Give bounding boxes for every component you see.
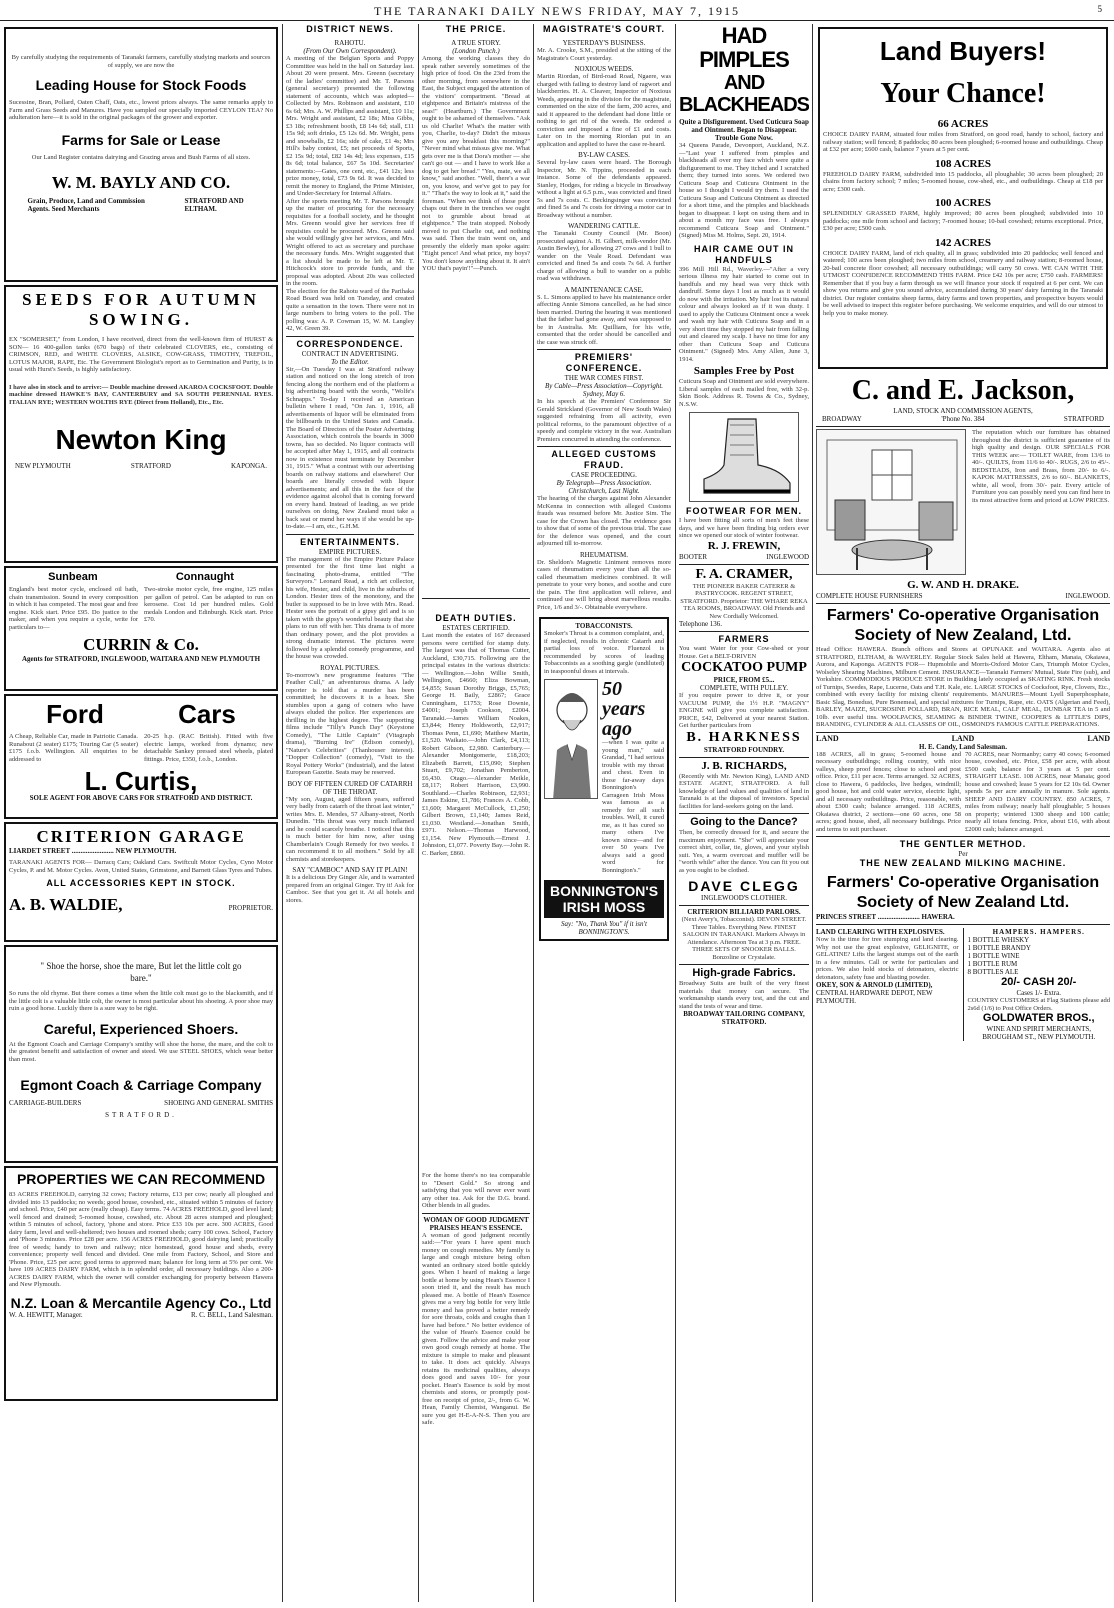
cockatoo-complete: COMPLETE, WITH PULLEY. [699, 684, 789, 692]
footwear-body: I have been fitting all sorts of men's feet these days, and we have been finding big orders ever since we opened our stock of winter footwear. [679, 517, 809, 539]
nz-loan-salesman: R. C. BELL, Land Salesman. [190, 1310, 273, 1319]
royal-heading: ROYAL PICTURES. [320, 663, 380, 672]
land-buyers-title: Land Buyers! [879, 36, 1047, 66]
seeds-stock: I have also in stock and to arrive:— Double machine dressed AKAROA COCKSFOOT. Double machine dressed HAWKE'S BAY, CANTERBURY and SA SOUTH PERENNIAL RYES. ITALIAN RYE; WESTERN WOLTHS RYE (Direct from Holland), Etc., Etc. [9, 383, 273, 406]
bonnington-say: Say: "No, Thank You" if it isn't BONNINGTON'S. [561, 920, 647, 936]
newton-place: STRATFORD [130, 462, 171, 470]
column-divider [812, 24, 813, 1602]
premiers-sub: THE WAR COMES FIRST. [564, 374, 644, 382]
rheumatism-heading: RHEUMATISM. [579, 550, 629, 559]
death-duties-body: Last month the estates of 167 deceased persons were certified for stamp duty. The largest was that of Thomas Cutter, Auckland, £30,715. Following are the principal estates in the various districts:— Wellington.—John Willie Smith, Wellington, £4660; Eliza Bowman, £4,855; Susan Dorothy Briggs, £5,765; George H. Baily, £2867; Grace Cunningham, £1753; Rose Downie, £4001; Joseph Cookson, £2004. Taranaki.—James William Noakes, £3,844; Henry Holdsworth, £2,917; Thomas Penn, £1,690; Matthew Martin, £1,520. Waikato.—John Clark, £4,113; Robert Gibson, £2,980. Canterbury.—Alexander Montgomerie, £18,203; Elizabeth Barrett, £15,090; Stephen Stuart, £9,702; Jonathan Pemberton, £6,430. Otago.—Alexander Meikle, £8,117; Robert Harrison, £3,990. Southland.—Charles Robinson, £2,931; James Eskine, £1,786; Frances A. Cobb, £1,600; Margaret McCullock, £1,250; Gilbert Brown, £1,140; James Reid, £1,030. Westland.—Jonathan Smith, £971. Nelson.—Thomas Harwood, £1,154. New Plymouth.—Ernest J. Johnston, £1,077. Poverty Bay.—John R. C. Barker, £860. [422, 632, 530, 857]
curtis-sub: SOLE AGENT FOR ABOVE CARS FOR STRATFORD AND DISTRICT. [29, 794, 253, 802]
grandad-portrait-icon [545, 680, 598, 799]
court-intro: Mr. A. Crooke, S.M., presided at the sitting of the Magistrate's Court yesterday. [537, 47, 671, 62]
nz-loan-ad [4, 1166, 278, 1401]
hampers-title: HAMPERS. HAMPERS. [992, 928, 1085, 936]
customs-from: By Telegraph—Press Association. Christchurch, Last Night. [556, 479, 652, 495]
frewin-name: R. J. FREWIN, [707, 539, 781, 552]
highgrade-body: Broadway Suits are built of the very finest materials that money can secure. The workmanship stands every test, and the cut and stand the tests of wear and time. [679, 980, 809, 1010]
column-4 [537, 24, 671, 1602]
customs-body: The hearing of the charges against John Alexander McKenna in connection with alleged Customs frauds was resumed before Mr. Justice Sim. The case for the Crown has closed. The evidence goes to show that of some of the previous trial. The case for the defence was opened, and the court adjourned till to-morrow. [537, 495, 671, 547]
tobacconists-heading: TOBACCONISTS. [575, 622, 633, 630]
column-6 [816, 24, 1110, 1602]
drake-name: G. W. AND H. DRAKE. [907, 579, 1019, 591]
desert-gold-note: For the home there's no tea comparable to "Desert Gold." So strong and satisfying that you will never ever want any other tea. Ask for the D.G. brand. Other blends in all grades. [422, 1172, 530, 1209]
properties-body: 83 ACRES FREEHOLD, carrying 32 cows; Factory returns, £13 per cow; nearly all ploughed and divided into 13 paddocks; no weeds; good house, cowshed, etc., situated within 5 minutes of factory and school. Price, £40 per acre (really cheap). Easy terms. 74 ACRES FREEHOLD, good level land; well fenced and drained; 5-roomed house, cowshed, etc. About 28 acres stumped and ploughed; within 5 minutes of school, factory, 'phone and store. Price £33 10s per acre. 300 ACRES, Good dairy farm, level and well-sheltered; two houses and roomed sheds; carry 100 cows. School, Factory and 'Phone 3 minutes. Price £28 per acre. 156 ACRES FREEHOLD, good dairying land; practically free of weeds; handy to town and railway; nice homestead, good house and sheds, every convenience; property well fenced and divided. One mile from Factory, School, and Store and 'Phone. Price, £25 per acre; good terms to approved man; balance for long term at 5% per cent. We have 109 ACRES DAIRY FARM, which is in splendid order, all necessary buildings. Also a 200-ACRES DAIRY FARM, which the owner will consider exchanging for property between Hawera and New Plymouth. [9, 1191, 273, 1288]
furnished-room-illustration [816, 429, 966, 575]
bonnington-banner: BONNINGTON'S IRISH MOSS [544, 880, 664, 918]
clearing-body: Now is the time for tree stumping and land clearing. Why not use the great explosive, GELIGNITE, or GELATINE? Lifts the largest stumps out of the earth in a few minutes. Call or write for particulars and prices. We also hold stocks of detonators, electric detonators, safety fuse and blasting powder. [816, 936, 959, 981]
hamper-cases: Cases 1/- Extra. [1016, 989, 1061, 997]
hamper-item: 8 BOTTLES ALE [967, 968, 1019, 976]
column-2 [286, 24, 414, 1602]
nz-loan-name: N.Z. Loan & Mercantile Agency Co., Ltd [10, 1294, 272, 1311]
properties-title: PROPERTIES WE CAN RECOMMEND [16, 1171, 266, 1187]
boy-heading: BOY OF FIFTEEN CURED OF CATARRH OF THE THROAT. [287, 779, 413, 796]
waldie-role: PROPRIETOR. [228, 904, 273, 912]
seeds-body: EX "SOMERSET," from London, I have received, direct from the well-known firm of HURST & SON— 16 400-gallon tanks (670 bags) of their celebrated CLOVERS, etc., consisting of CRIMSON, RED, and WHITE CLOVERS, ALSIKE, COW-GRASS, TIMOTHY, TREFOIL, LOTUS MAJOR, RAPE, Etc. The Government Biologist's report as to Germination and Purity, is in usual with Hurst's Seeds, is highly satisfactory. [9, 336, 273, 373]
ford-title: Ford [46, 699, 104, 729]
grandad-portrait-illustration [544, 679, 598, 799]
samples-title: Samples Free by Post [693, 365, 795, 377]
newton-king-ad [4, 285, 278, 563]
billiard-body: (Next Avery's, Tobacconist). DEVON STREET. Three Tables. Everything New. FINEST SALOON IN TARANAKI. Markers Always in Attendance. Afternoon Tea at 3 p.m. FREE. THREE SETS OF SNOOKER BALLS. Bonzoline or Crystalate. [681, 916, 807, 961]
column-5 [679, 24, 809, 1602]
premiers-heading: PREMIERS' CONFERENCE. [565, 352, 643, 373]
milking-machine: THE NEW ZEALAND MILKING MACHINE. [859, 858, 1067, 868]
dance-body: Then, be correctly dressed for it, and secure the maximum enjoyment. "She" will appreciate your correct shirt, collar, tie, gloves, and your stylish suit. Yes, a warm overcoat and muffler will be "worth while" after the dance. You can fit you out as you ought to be clothed. [679, 829, 809, 874]
hamper-price: 20/- CASH 20/- [1001, 976, 1077, 988]
jackson-sub: LAND, STOCK AND COMMISSION AGENTS, [893, 407, 1033, 415]
price-source: (London Punch.) [452, 47, 500, 55]
jackson-land-ad [818, 27, 1108, 369]
broadway-tailoring: BROADWAY TAILORING COMPANY, STRATFORD. [683, 1010, 805, 1026]
farmers-coop-body: Head Office: HAWERA. Branch offices and Stores at OPUNAKE and WAITARA. Agents also at STRATFORD, ELTHAM, & WAVERLEY. Regular Stock Sales held at Hawera, Eltham, Manaia, Okaiawa, Aurora, and Kaponga. AGENTS FOR— Hupmobile and Morris-Oxford Motor Cars, Triumph Motor Cycles, Wolseley Shearing Machines, Milburn Cement. INSURANCE—Taranaki Farmers' Mutual, State Fire (sub), and Yorkshire. COMMODIOUS PRODUCE STORE in Building lately occupied as SKATING RINK. Fresh stocks of Turnips, Swedes, Rape, Lucerne, Oats and T.H. Kale, etc. LARGE STOCKS of Cocksfoot, Rye, Clovers, Etc., combined with every facility for mixing clients' requirements. MANURES—Mount Lyell Superphosphate, Basic Slag, Bonedust, Pure Bonemeal, and special mixtures for Turnips, Rape, etc. OATS (Algerian and Feed), BARLEY, MAIZE, SUCROSINE POLLARD, BRAN, RICE MEAL, CALF MEAL, DUNBAR TEA in 5 and 10lb. ever useful tins. WOOLPACKS, SEAMING & BINDER TWINE, COOPER'S & LITTLE'S DIPS, BRANDING, CYLINDER & ALL CLASSES OF OIL, OSMOND'S FAMOUS CATTLE PREPARATIONS. [816, 646, 1110, 728]
egmont-left: CARRIAGE-BUILDERS [9, 1099, 82, 1107]
royal-body: To-morrow's new programme features "The Feather Cull," an adventurous drama. A lady reporter is told that a murder has been committed; he discovers it is a hoax. She stumbles upon a gang of coiners who have always eluded the police. Her experiences are thrilling in the highest degree. The supporting films include "Tilly's Punch Day" (Keystone Comedy), "The Little Captain" (Vitagraph drama), "Burning Ire" (Edison comedy), "Nature's Celebrities" (Thanhouser interest). "Dopper Collection" (comedy), "Visit to the Royal Pottery Works" (industrial), and the latest European Gazette. Seats may be reserved. [286, 671, 414, 776]
farmers-coop-title: Farmers' Co-operative Organisation Society of New Zealand, Ltd. [826, 607, 1100, 644]
bayly-name: W. M. BAYLY AND CO. [51, 173, 231, 192]
criterion-body: TARANAKI AGENTS FOR— Darracq Cars; Oakland Cars. Swiftcult Motor Cycles, Cyno Motor Cycles, P. and M. Motor Cycles. Avon, United States, Grimstone, and Barnett Glass Tyres and Tubes. [9, 859, 273, 874]
camboc-body: It is a delicious Dry Ginger Ale, and is warranted prepared from an original Ginger. Try it! Ask for Camboc. See that you get it. At all hotels and stores. [286, 874, 414, 904]
masthead-title: THE TARANAKI DAILY NEWS FRIDAY, MAY 7, 1915 [374, 4, 740, 18]
ford-ad [4, 694, 278, 819]
harkness-sub: STRATFORD FOUNDRY. [703, 745, 785, 754]
your-chance-title: Your Chance! [880, 78, 1046, 109]
premiers-from: By Cable—Press Association—Copyright. Sydney, May 6. [544, 382, 664, 398]
acres-108-title: 108 ACRES [935, 157, 991, 170]
highgrade-title: High-grade Fabrics. [692, 967, 796, 979]
accessories-line: ALL ACCESSORIES KEPT IN STOCK. [46, 878, 236, 888]
hamper-item: 1 BOTTLE RUM [967, 960, 1018, 968]
fifty-years-caption: —when I was quite a young man," said Grandad, "I had serious trouble with my throat and chest. Even in those far-away days Bonnington's Carrageen Irish Moss was famous as a remedy for all such troubles. Well, it cured me, as it has cured so many others I've known since—and for over 50 years I've always said a good word for Bonnington's." [602, 739, 664, 874]
acres-100-title: 100 ACRES [935, 197, 991, 209]
camboc-heading: SAY "CAMBOC" AND SAY IT PLAIN! [292, 866, 408, 874]
careful-title: Careful, Experienced Shoers. [43, 1020, 239, 1037]
candy-left: 188 ACRES, all in grass; 5-roomed house and necessary outbuildings; rolling country, with nice valleys, sheep proof fences; close to school and post office. Price, £11 per acre. Terms arranged. 32 ACRES, close to Hawera, 6 paddocks, live hedges, windmill; good house, hot and cold water service, electric light, and all necessary outbuildings. Price, reasonable, with about £300 cash; balance arranged. 118 ACRES, Okaiawa district, 2 sections—one 60 acres, one 58 acres; good house, shed, all necessary buildings. Price and terms to suit purchaser. [816, 750, 961, 833]
pimples-sub: Quite a Disfigurement. Used Cuticura Soap and Ointment. Began to Disappear. Trouble Gone Now. [679, 118, 809, 142]
district-news-heading: DISTRICT NEWS. [306, 24, 394, 34]
wandering-heading: WANDERING CATTLE. [568, 222, 640, 230]
noxious-heading: NOXIOUS WEEDS. [574, 65, 634, 73]
acres-142-body: CHOICE DAIRY FARM, land of rich quality, all in grass; subdivided into 20 paddocks; well fenced and watered; 100 acres been ploughed; two miles from school, creamery and railway station; 8-roomed house, 20-bail concrete floor cowshed; all necessary outbuildings; will carry 50 cows. WE CAN WITH THE UTMOST CONFIDENCE RECOMMEND THIS FARM. Price £42 10s per acre; £750 cash. FARMERS! Remember that if you buy a farm through us we will finance your stock if required at 6 per cent. We can show you returns and give you sound advice, accumulated during 30 years' dairy farming in the Taranaki district. Our register contains sheep farms, dairy farms and town properties, and prospective buyers would be well advised to inspect this register before purchasing. We welcome enquiries, and will do our utmost to help you to make money. [823, 249, 1103, 317]
masthead-rule [0, 20, 1114, 21]
goldwater-sub: WINE AND SPIRIT MERCHANTS, [986, 1025, 1091, 1033]
hamper-item: 1 BOTTLE BRANDY [967, 944, 1031, 952]
hamper-item: 1 BOTTLE WINE [967, 952, 1020, 960]
noxious-body: Martin Riordan, of Bird-road Road, Ngaere, was charged with failing to destroy land of ragwort and blackberries. H. A. Cleaver, Inspector of Noxious Weeds, appearing in the division for the magistrate, commented on the size of the farm, 200 acres, and said it appeared to the defendant had done little or nothing to get rid of the weeds. He ordered a conviction and imposed a fine of £1 and costs. Later on in the morning Riordan put in an application and applied to have the case re-heard. [537, 73, 671, 148]
candy-right: 70 ACRES, near Normanby; carry 40 cows; 6-roomed house, cowshed, etc. Price, £58 per acre, with about £500 cash; balance for 3 years at 5 per cent. STRAIGHT LEASE. 108 ACRES, near Manaia; good house and cowshed; lease 5 years for £2 10s 6d. Owner spends 5s per acre annually in manure. Sole agents. SHEEP AND DAIRY COUNTRY. 850 ACRES, 7 miles from railway; nearly half ploughable; 5 houses on property; wintered 1300 sheep and 100 cattle; nearly all totara fencing. Price, about £16, with about £2000 cash; balance arranged. [965, 750, 1110, 833]
land-right: LAND [1087, 733, 1110, 743]
drake-place: INGLEWOOD. [1065, 592, 1110, 600]
customs-sub: CASE PROCEEDING. [571, 471, 637, 479]
correspondence-heading: CORRESPONDENCE. [296, 338, 404, 349]
egmont-right: SHOEING AND GENERAL SMITHS [164, 1099, 273, 1107]
currin-agents: Agents for STRATFORD, INGLEWOOD, WAITARA AND NEW PLYMOUTH [21, 655, 261, 663]
gentler-per: Per [958, 850, 968, 858]
acres-108-body: FREEHOLD DAIRY FARM, subdivided into 15 paddocks, all ploughable; 30 acres been ploughed; 20 chains from factory school; 7 miles; 5-roomed house, cow-shed, etc., and outbuildings. Cheap at £18 per acre; £300 cash. [823, 170, 1103, 193]
waldie-name: A. B. WALDIE, [9, 895, 123, 914]
column-1 [2, 24, 280, 1602]
cramer-telephone: Telephone 136. [679, 620, 723, 628]
criterion-title: CRITERION GARAGE [36, 827, 246, 846]
farmers-body: You want Water for your Cow-shed or your House. Get a BELT-DRIVEN [679, 645, 809, 660]
frewin-role: BOOTER [679, 552, 707, 561]
column-divider [675, 24, 676, 1602]
newton-king-name: Newton King [55, 424, 227, 455]
district-from: (From Our Own Correspondent). [303, 47, 397, 55]
hean-body: A woman of good judgment recently said:—"For years I have spent much money on cough remedies. My family is large and cough mixture being often wanted an ordinary sized bottle quickly goes. When I heard of making a large bottle at home by using Hean's Essence I soon tried it, and the result has much pleased me. A bottle of Hean's Essence gives me a very big bottle for very little money and has proved a better remedy for sore throats, colds and coughs than I have had before." No better evidence of the value of Hean's Essence could be given. Follow the advice and make your own good cough remedy at home. The mixture is simple to make and pleasant to take. It does act quickly. Always retains its medicinal qualities, always does good and saves 10/- for your pocket. Hean's Essence is sold by most chemists and stores, or promptly post-free on receipt of price, 2/-, from G. W. Hean, Family Chemist, Wanganui. Be sure you get H-E-A-N-S. Then you are safe. [422, 1231, 530, 1426]
bayly-intro: By carefully studying the requirements of Taranaki farmers, carefully studying markets and sources of supply, we are now the [11, 54, 271, 69]
leading-house-body: Sucessine, Bran, Pollard, Oaten Chaff, Oats, etc., lowest prices always. The same remarks apply to Farm and Grass Seeds and Manures. Have you sampled our specially imported CEYLON TEA? No adulteration here—it is sold in the original packages of the grower and exporter. [9, 99, 273, 121]
richards-body: (Recently with Mr. Newton King), LAND AND ESTATE AGENT, STRATFORD. A full knowledge of land values and qualities of land in Taranaki is at the disposal of investors. Special facilities for land-seekers going on the land. [679, 772, 809, 810]
newton-place: NEW PLYMOUTH [15, 462, 71, 470]
clearing-title: LAND CLEARING WITH EXPLOSIVES. [816, 928, 945, 936]
connaught-body: Two-stroke motor cycle, free engine, 125 miles per gallon of petrol. Can be adapted to run on kerosene. Cost 1d per hundred miles. Gold medals London and Edinburgh. Kick start. Price £70. [144, 586, 273, 623]
blackheads-title: AND BLACKHEADS [679, 72, 809, 116]
column-divider [282, 24, 283, 1602]
egmont-name: Egmont Coach & Carriage Company [20, 1077, 262, 1093]
bayly-services: Grain, Produce, Land and Commission Agents. Seed Merchants [27, 197, 145, 213]
farmers-coop-title-2: Farmers' Co-operative Organisation Society of New Zealand Ltd. [826, 874, 1100, 911]
connaught-title: Connaught [175, 571, 234, 583]
bylaw-heading: BY-LAW CASES. [578, 151, 630, 159]
shoe-body: So runs the old rhyme. But there comes a time when the little colt must go to the blacksmith, and if the little colt is a valuable little colt, the owner is most particular about his shoeing. A poor shoe may ruin a good horse. Luckily there is a sure way to be right. [9, 990, 273, 1012]
bonnington-ad [539, 617, 669, 941]
boy-body: "My son, August, aged fifteen years, suffered very badly from catarrh of the throat last winter," writes Mrs. E. Mendes, 57 Albany-street, North Dunedin. "His throat was very much inflamed and he could scarcely breathe. I noticed that this is much better for him now, after using Chamberlain's Cough Remedy for two weeks. I can recommend it to all mothers." Sold by all chemists and storekeepers. [286, 795, 414, 863]
bayly-ad [4, 27, 278, 282]
rheumatism-body: Dr. Sheldon's Magnetic Liniment removes more cases of rheumatism every year than all the so-called rheumatism medicines combined. It will penetrate to your very bones, and soothe and cure the pain. The first application will relieve, and continued use will bring about marvellous results. Price, 1/6 and 3/-. Obtainable everywhere. [537, 558, 671, 611]
cockatoo-price: PRICE, FROM £5... [713, 676, 775, 684]
column-3 [422, 24, 530, 1602]
billiard-title: CRITERION BILLIARD PARLORS. [687, 908, 801, 916]
careful-body: At the Egmont Coach and Carriage Company's smithy will shoe the horse, the mare, and the colt to the greatest benefit and satisfaction of owner and steed. We use STEEL SHOES, which wear better than most. [9, 1040, 273, 1063]
entertainments-heading: ENTERTAINMENTS. [300, 536, 400, 547]
customs-heading: ALLEGED CUSTOMS FRAUD. [551, 449, 657, 470]
currin-ad [4, 566, 278, 691]
cockatoo-title: COCKATOO PUMP [681, 660, 807, 675]
correspondence-to: To the Editor. [331, 357, 369, 366]
column-divider [533, 24, 534, 1602]
cockatoo-body: If you require power to drive it, or your VACUUM PUMP, the 1½ H.P. "MAGNY" ENGINE will give you complete satisfaction. PRICE, £42, Delivered at your nearest Station. Get further particulars from [679, 692, 809, 729]
jackson-street: BROADWAY [822, 415, 862, 423]
candy-name: H. E. Candy, Land Salesman. [919, 742, 1007, 751]
correspondence-sub: CONTRACT IN ADVERTISING. [301, 349, 399, 358]
furnished-room-icon [817, 430, 966, 575]
clegg-name: DAVE CLEGG [688, 878, 800, 894]
land-center: LAND [951, 733, 975, 743]
death-duties-sub: ESTATES CERTIFIED. [442, 624, 510, 632]
ford-left-body: A Cheap, Reliable Car, made in Patriotic Canada. Runabout (2 seater) £175; Touring Car (5 seater) £175 f.o.b. Wellington. All enquiries to be addressed to [9, 733, 138, 763]
hean-heading: WOMAN OF GOOD JUDGMENT PRAISES HEAN'S ESSENCE. [423, 1215, 529, 1232]
drake-body: The reputation which our furniture has obtained throughout the district is sufficient guarantee of its high quality and design. OUR SPECIALS FOR THIS WEEK are:— TOILET WARE, from 13/6 to 40/-. QUILTS, from 11/6 to 40/-. RUGS, 2/6 to 45/-. BEDSTEADS, Iron and Brass, from 20/- to 6/-. KAPOK MATTRESSES, 2/6 to 60/-. BLANKETS, white, all wool, from 30/- pair. Every article of Furniture you can possibly need you can find here in its most attractive form and priced at LOW PRICES. [972, 429, 1110, 504]
maintenance-heading: A MAINTENANCE CASE. [564, 285, 644, 294]
empire-body: The management of the Empire Picture Palace presented for the first time last night a fascinating photo-drama, entitled "The Surveyors." Leonard Read, a rich art collector, his wife, Hester, and child, live in the suburbs of London. Hester tires of the monotony, and the butler is supposed to be in love with Mrs. Read. Hester sees the portrait of a gipsy girl and is so taken with the gipsy's wonderful beauty that she plans to run off with her. This drama is of more than ordinary power, and the plot provides a strong dramatic interest. The pictures were followed by a splendid comedy programme, and the house was crowded. [286, 555, 414, 660]
death-duties-heading: DEATH DUTIES. [435, 613, 517, 623]
court-sub: YESTERDAY'S BUSINESS. [562, 39, 646, 47]
gentler-method: THE GENTLER METHOD. [899, 839, 1027, 849]
pimples-body: 34 Queens Parade, Devonport, Auckland, N.Z.—"Last year I suffered from pimples and blackheads all over my face which were quite a disfigurement to me. They itched and I scratched them; they turned into sores. We ordered two Cuticura Soap and Cuticura Ointment in the house so I thought I would try them. I used the Cuticura Soap and Cuticura Ointment as directed for a short time, and the pimples and blackheads began to disappear. I kept on using them and in about a month my face was free. I always recommend Cuticura Soap and Ointment." (Signed) Miss M. Holms, Sept. 20, 1914. [679, 142, 809, 239]
acres-66-body: CHOICE DAIRY FARM, situated four miles from Stratford, on good road, handy to school, factory and railway station; well fenced; 8 paddocks; 80 acres been ploughed; 6-roomed house and outbuildings. Cheap at £32 per acre; £600 cash, balance 7 years at 5 per cent. [823, 131, 1103, 153]
boot-illustration [689, 412, 799, 502]
frewin-place: INGLEWOOD [766, 552, 809, 561]
seeds-title: SEEDS FOR AUTUMN SOWING. [22, 290, 260, 329]
district-sub: RAHOTU. [334, 39, 366, 47]
hamper-item: 1 BOTTLE WHISKY [967, 936, 1030, 944]
premiers-body: In his speech at the Premiers' Conference Sir Gerald Strickland (Governor of New South Wales) suggested refraining from all activity, even political reforms, to the paramount objective of a speedy and complete victory in the war. Australian Premiers concurred in attending the conference. [537, 398, 671, 443]
cramer-body: THE PIONEER BAKER CATERER & PASTRYCOOK. REGENT STREET, STRATFORD. Proprietor: THE WHARE REKA TEA ROOMS, BROADWAY. Old Friends and New Cordially Welcomed. [680, 582, 808, 620]
farms-body: Our Land Register contains dairying and Grazing areas and Bush Farms of all sizes. [31, 153, 251, 161]
jackson-phone: 'Phone No. 384 [941, 415, 985, 423]
acres-66-title: 66 ACRES [937, 118, 989, 130]
country-customers: COUNTRY CUSTOMERS at Flag Stations please add 2s6d (1/6) to Post Office Orders. [967, 997, 1110, 1012]
shoe-quote: " Shoe the horse, shoe the mare, But let the little colt go bare." [40, 961, 242, 983]
district-body-1: A meeting of the Belgian Sports and Poppy Committee was held in the hall on Saturday last. About 20 were present. Mrs. Greenn (secretary of the ladies' committee) and Mr. T. Parsons (general secretary) presented the following statement of accounts, which was adopted—Collected by Mrs. Robinson and assistant, £10 6s 6d; Mrs. A. W. Phillips and assistant, £10 11s; Mrs. Wright and assistant, £2 18s; Miss Gibbs, £3 18s; refreshment booth, £8 14s 6d; stall, £11 15s 9d; soft drinks, £5 12s 6d. Mr. Wright, pens and snowballs, £2 16s; side of cake, £1 4s; Mrs Hill's baby contest, £5; net proceeds of Sports, £2 15s 9d; total, £82 14s 4d; less expenses, £15 8s 6d; total balance, £67 5s 10d. Secretaries' statements:—Gates, one cent, etc., £41 12s; less prize money, total, £73 9s 6d. It was decided to remit the money to England, the Prime Minister, and Under-Secretary for Internal Affairs. [286, 55, 414, 197]
correspondence-body: Sir,—On Tuesday I was at Stratford railway station and noticed on the long stretch of iron fencing along the northern end of the platform a big advertising board with the words, "Wolfe's Schnapps." To-day I received an American bulletin where I read, "On Jan. 1, 1916, all advertisements of liquor will be eliminated from the billboards in the United States and Canada. The Board of Directors of the Poster Advertising Association, which controls the boards in 3000 towns, has so decided. No liquor contracts will be accepted after May 1, 1915, and all contracts now in existence must terminate by December 31, 1915." What a contrast with our advertising boards on railway stations and elsewhere! Our boards are literally crowded with liquor advertisements; and all this in the face of the evidence against alcohol that is coming forward on every hand. Instead of leading, as we pride ourselves on doing, New Zealand must take a back seat or mend her ways if she would be up-to-date.—I am, etc., G.H.M. [286, 365, 414, 530]
district-body-3: The election for the Rahotu ward of the Parihaka Road Board was held on Tuesday, and created quite a sensation in the town. There were not in large numbers to bring voters to the poll. The polling was: A. P. Cowman 15, W. M. Langley 42, W. Green 39. [286, 287, 414, 332]
bayly-places: STRATFORD AND ELTHAM. [184, 197, 244, 213]
footwear-title: FOOTWEAR FOR MEN. [686, 506, 802, 516]
ford-right-body: 20-25 h.p. (RAC British). Fitted with five electric lamps, worked from dynamo; new detachable Sankey pressed steel wheels, plated fittings. Price, £350, f.o.b., London. [144, 733, 273, 763]
egmont-place: STRATFORD. [105, 1111, 177, 1119]
nz-loan-manager: W. A. HEWITT, Manager. [9, 1310, 83, 1319]
land-left: LAND [816, 733, 839, 743]
criterion-garage-ad [4, 822, 278, 942]
wandering-body: The Taranaki County Council (Mr. Boon) prosecuted against A. H. Gilbert, milk-vendor (Mr. Austin Bewley), for allowing 27 cows and 1 bull to wander on the Veale Road. Defendant was convicted and fined 5s and costs 7s 6d. A further charge of allowing a bull to wander on a public road was withdrawn. [537, 230, 671, 282]
samples-body: Cuticura Soap and Ointment are sold everywhere. Liberal samples of each mailed free, with 32-p. Skin Book. Address R. Towns & Co., Sydney, N.S.W. [679, 378, 809, 408]
cramer-name: F. A. CRAMER, [695, 566, 793, 582]
masthead [0, 0, 1114, 20]
curtis-name: L. Curtis, [84, 766, 198, 796]
acres-142-title: 142 ACRES [935, 236, 991, 249]
empire-heading: EMPIRE PICTURES. [318, 547, 382, 556]
district-body-2: After the sports meeting Mr. T. Parsons brought up the matter of procuring for the necessary requisites for a football society, and he thought Mrs. Greenn would give her services free if requisites could be procured. Mrs. Greenn said she would willingly give her services, and Mrs. Wright offered to act as secretary and purchase the necessary funds. Mrs. Wright suggested that a list should be made to be left at Mr. T. Hitchcock's store to provide funds, and the proposal was adopted. About 20s was collected in the room. [286, 197, 414, 287]
criterion-address: LIARDET STREET ........................ NEW PLYMOUTH. [9, 847, 177, 855]
princes-street: PRINCES STREET ........................ HAWERA. [816, 913, 955, 921]
jackson-name: C. and E. Jackson, [851, 375, 1075, 406]
dance-title: Going to the Dance? [690, 816, 798, 828]
egmont-ad [4, 945, 278, 1163]
boot-icon [690, 413, 799, 502]
sunbeam-title: Sunbeam [48, 571, 98, 583]
hair-body: 396 Mill Hill Rd., Waverley.—"After a very serious illness my hair started to come out in handfuls and my head was very thick with dandruff. Some days I lost as much as it would do now with the irritation. My hair lost its natural colour and always looked as if it was dusty. I used to apply the Cuticura Ointment once a week and wash my hair with Cuticura Soap and in a very short time they stopped my hair from falling out and cleared my scalp. I have no time for any other than Cuticura Soap and Cuticura Ointment." (Signed) Mrs. Amy Allen, June 3, 1914. [679, 265, 809, 363]
bylaw-body: Several by-law cases were heard. The Borough Inspector, Mr. N. Tippins, proceeded in each instance. Some of the defendants appeared. Stanley, Hodges, for riding a bicycle in Broadway without a light at 6.5 p.m., was convicted and fined 5s and 7s costs. C. Beckingsinger was convicted and fined 5s and 7s costs for driving a motor car in Broadway without a number. [537, 159, 671, 219]
goldwater-name: GOLDWATER BROS., [982, 1012, 1095, 1024]
newton-place: KAPONGA. [231, 462, 267, 470]
okey-address: CENTRAL HARDWARE DEPOT, NEW PLYMOUTH. [816, 989, 933, 1005]
currin-name: CURRIN & Co. [83, 635, 199, 654]
goldwater-address: BROUGHAM ST., NEW PLYMOUTH. [982, 1033, 1096, 1041]
okey-name: OKEY, SON & ARNOLD (LIMITED), [816, 981, 933, 989]
hair-title: HAIR CAME OUT IN HANDFULS [694, 243, 794, 265]
pimples-title: HAD PIMPLES [699, 24, 789, 72]
fifty-years-title: 50 years ago [602, 678, 646, 740]
clegg-sub: INGLEWOOD'S CLOTHIER. [700, 894, 788, 902]
court-heading: MAGISTRATE'S COURT. [543, 24, 665, 34]
leading-house-title: Leading House for Stock Foods [35, 77, 247, 93]
drake-role: COMPLETE HOUSE FURNISHERS [816, 592, 923, 600]
cars-title: Cars [178, 699, 236, 729]
price-heading: THE PRICE. [445, 24, 507, 34]
richards-name: J. B. RICHARDS, [701, 759, 787, 772]
harkness-name: B. HARKNESS [686, 729, 802, 745]
column-divider [418, 24, 419, 1602]
farms-title: Farms for Sale or Lease [61, 131, 221, 148]
farmers-title: FARMERS [718, 634, 770, 644]
acres-100-body: SPLENDIDLY GRASSED FARM, highly improved; 80 acres been ploughed; subdivided into 10 paddocks; one mile from school and factory; 7-roomed house; 10-bail cowshed; returns exceptional. Price, £30 per acre; £500 cash. [823, 210, 1103, 232]
sunbeam-body: England's best motor cycle, enclosed oil bath, chain transmission. Sound in every composition in which it has competed. The most gear and free engine. Kick start. Price £95. Do justice to the maker, and when you require a cycle, write for particulars to— [9, 586, 138, 631]
maintenance-body: S. L. Simons applied to have his maintenance order affecting Annie Simons cancelled, as he had since been married. During the hearing it was mentioned that the father had gone away, and was supposed to be in Australia. Mr. Quilliam, for his wife, consented that the order should be cancelled and the case was struck off. [537, 293, 671, 346]
jackson-town: STRATFORD [1063, 415, 1104, 423]
price-body: Among the working classes they do speak rather severely sometimes of the high price of food. On the 23rd from the other morning, from somewhere in the East, the Subject engaged the attention of the visitors' compartment. "Bread at eightpence and Britain's mistress of the seas!" (Heartburn.) The Government ought to be ashamed of themselves. "Ask us old Charlie! What's the matter with you, Charlie, to-day? Didn't the missus give you any breakfast this morning?" "Never mind what missus give me. What gets over me is that Dora's mother — she can't go out — and I have to work like a dog to get her bread." "Yes, mate, we all know," said another. "Well, there's a war on, you know, and we've got to pay for it." "That's the way to look at it," said the foreman. "When we think of those poor chaps out there in the trenches we ought not to grumble about bread at eightpence." The train stopped. Nobody moved to put Charlie out, and nothing was said. Then the train went on, and presently the elderly man spoke again: "Eight pence! And what price, my boys? You don't know anything about it. It ain't YOU that's payin'!"—Punch. [422, 55, 530, 272]
price-sub: A TRUE STORY. [451, 39, 501, 47]
tobacconists-body: Smoker's Throat is a common complaint, and, if neglected, results in chronic Catarrh and partial loss of voice. Fluenzol is recommended by scores of leading Tobacconists as a soothing gargle (undiluted) in teaspoonful doses at intervals. [544, 630, 664, 675]
page-number: 5 [1097, 4, 1102, 14]
